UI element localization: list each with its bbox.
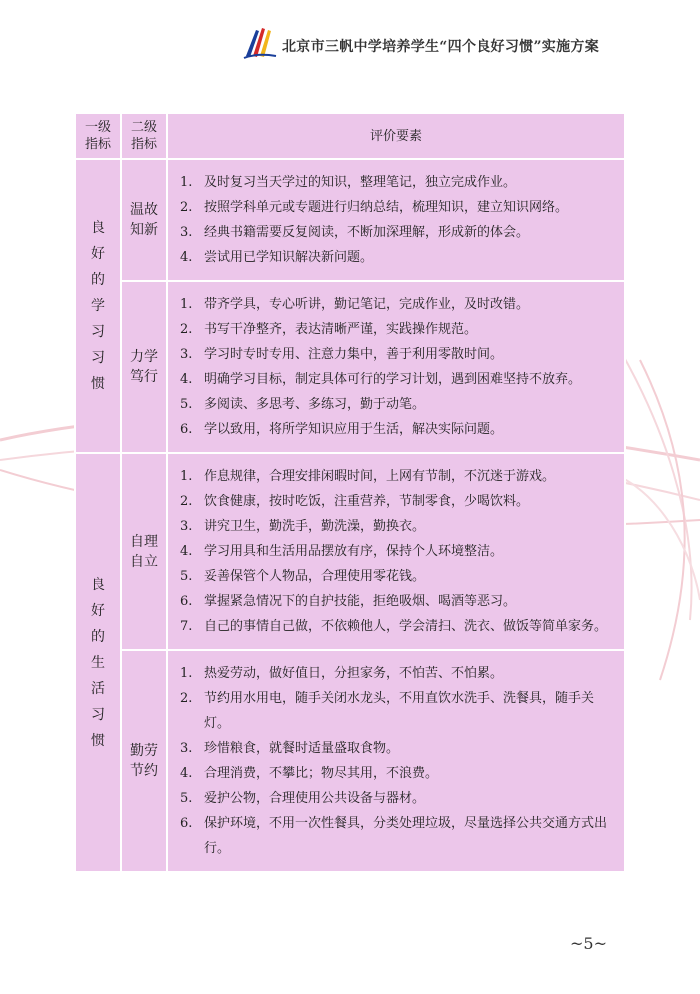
level1-char: 的 [91, 272, 105, 288]
level1-char: 良 [91, 576, 105, 593]
list-item-number: 4. [180, 250, 193, 265]
list-item-text: 尝试用已学知识解决新问题。 [204, 250, 374, 265]
list-item-number: 1. [180, 297, 193, 312]
level1-char: 学 [91, 298, 105, 314]
list-item [174, 195, 614, 220]
list-item-number: 4. [180, 544, 193, 559]
level2-indicator [121, 281, 167, 453]
table-row [75, 159, 625, 281]
list-item [174, 367, 614, 392]
list-item [174, 245, 614, 270]
level1-char: 惯 [91, 376, 105, 392]
school-logo-icon [242, 24, 278, 60]
list-item-text: 学习时专时专用、注意力集中，善于利用零散时间。 [204, 347, 504, 362]
list-item-text: 书写干净整齐，表达清晰严谨，实践操作规范。 [204, 322, 478, 337]
list-item-number: 1. [180, 666, 193, 681]
list-item [174, 686, 614, 736]
list-item-text: 学以致用，将所学知识应用于生活，解决实际问题。 [204, 422, 504, 437]
list-item-number: 6. [180, 816, 193, 831]
column-header-level1: 一级 指标 [75, 113, 121, 159]
level2-indicator [121, 453, 167, 650]
list-item-number: 5. [180, 397, 193, 412]
list-item-text: 带齐学具，专心听讲，勤记笔记，完成作业，及时改错。 [204, 297, 530, 312]
list-item-number: 1. [180, 469, 193, 484]
list-item-number: 2. [180, 691, 193, 706]
list-item [174, 614, 614, 639]
level1-char: 的 [91, 628, 105, 645]
list-item-text: 按照学科单元或专题进行归纳总结，梳理知识，建立知识网络。 [204, 200, 569, 215]
table-header-row [75, 113, 625, 159]
list-item-text: 热爱劳动，做好值日，分担家务，不怕苦、不怕累。 [204, 666, 504, 681]
list-item [174, 736, 614, 761]
list-item-number: 5. [180, 569, 193, 584]
level1-char: 习 [91, 324, 105, 340]
criteria-cell [167, 453, 625, 650]
criteria-list [174, 170, 614, 270]
page-number: ~5~ [570, 934, 607, 953]
level1-char: 习 [91, 350, 105, 366]
list-item [174, 514, 614, 539]
level1-char: 惯 [91, 732, 105, 749]
list-item-text: 节约用水用电，随手关闭水龙头，不用直饮水洗手、洗餐具，随手关灯。 [204, 691, 595, 731]
level2-indicator [121, 650, 167, 872]
list-item [174, 317, 614, 342]
criteria-cell [167, 281, 625, 453]
list-item [174, 170, 614, 195]
criteria-list [174, 292, 614, 442]
list-item [174, 811, 614, 861]
list-item-number: 1. [180, 175, 193, 190]
list-item [174, 292, 614, 317]
list-item-text: 经典书籍需要反复阅读，不断加深理解，形成新的体会。 [204, 225, 530, 240]
level1-char: 好 [91, 602, 105, 619]
page-title: 北京市三帆中学培养学生“四个良好习惯”实施方案 [282, 39, 600, 55]
level1-char: 好 [91, 246, 105, 262]
level2-label-line: 自立 [130, 553, 158, 570]
list-item-number: 2. [180, 200, 193, 215]
list-item [174, 392, 614, 417]
table-row [75, 281, 625, 453]
level1-indicator [75, 453, 121, 872]
list-item [174, 342, 614, 367]
list-item-text: 学习用具和生活用品摆放有序，保持个人环境整洁。 [204, 544, 504, 559]
list-item-number: 5. [180, 791, 193, 806]
list-item [174, 589, 614, 614]
list-item-number: 6. [180, 422, 193, 437]
list-item-text: 保护环境，不用一次性餐具，分类处理垃圾，尽量选择公共交通方式出行。 [204, 816, 608, 856]
level1-char: 良 [91, 220, 105, 236]
criteria-cell [167, 650, 625, 872]
list-item-number: 3. [180, 347, 193, 362]
list-item-text: 珍惜粮食，就餐时适量盛取食物。 [204, 741, 400, 756]
list-item [174, 220, 614, 245]
list-item [174, 489, 614, 514]
criteria-list [174, 464, 614, 639]
list-item-text: 掌握紧急情况下的自护技能，拒绝吸烟、喝酒等恶习。 [204, 594, 517, 609]
list-item-text: 合理消费，不攀比；物尽其用，不浪费。 [204, 766, 439, 781]
list-item-number: 3. [180, 741, 193, 756]
level1-indicator [75, 159, 121, 453]
level2-label-line: 笃行 [130, 369, 158, 385]
column-header-criteria: 评价要素 [167, 113, 625, 159]
list-item [174, 786, 614, 811]
list-item-number: 6. [180, 594, 193, 609]
level1-char: 活 [91, 680, 105, 697]
list-item [174, 761, 614, 786]
list-item-text: 明确学习目标，制定具体可行的学习计划，遇到困难坚持不放弃。 [204, 372, 582, 387]
list-item-text: 自己的事情自己做，不依赖他人，学会清扫、洗衣、做饭等简单家务。 [204, 619, 608, 634]
level2-label-line: 知新 [130, 222, 158, 238]
list-item [174, 661, 614, 686]
list-item-text: 及时复习当天学过的知识，整理笔记，独立完成作业。 [204, 175, 517, 190]
criteria-list [174, 661, 614, 861]
level2-label-line: 节约 [130, 763, 158, 779]
list-item [174, 464, 614, 489]
list-item [174, 564, 614, 589]
level2-label-line: 勤劳 [130, 743, 158, 759]
level2-indicator [121, 159, 167, 281]
list-item-text: 妥善保管个人物品，合理使用零花钱。 [204, 569, 426, 584]
list-item-number: 4. [180, 372, 193, 387]
list-item-text: 多阅读、多思考、多练习，勤于动笔。 [204, 397, 426, 412]
list-item [174, 417, 614, 442]
level2-label-line: 自理 [130, 533, 158, 550]
list-item-number: 3. [180, 225, 193, 240]
table-row [75, 650, 625, 872]
list-item-text: 讲究卫生，勤洗手，勤洗澡，勤换衣。 [204, 519, 426, 534]
level1-char: 生 [91, 654, 105, 671]
level2-label-line: 力学 [130, 349, 158, 365]
table-row [75, 453, 625, 650]
list-item-text: 作息规律，合理安排闲暇时间，上网有节制，不沉迷于游戏。 [204, 469, 556, 484]
list-item-number: 4. [180, 766, 193, 781]
list-item-number: 2. [180, 494, 193, 509]
list-item-number: 7. [180, 619, 193, 634]
list-item-number: 2. [180, 322, 193, 337]
list-item-number: 3. [180, 519, 193, 534]
level1-char: 习 [91, 706, 105, 723]
criteria-table [74, 112, 626, 873]
list-item [174, 539, 614, 564]
list-item-text: 爱护公物，合理使用公共设备与器材。 [204, 791, 426, 806]
criteria-cell [167, 159, 625, 281]
page-header [0, 0, 700, 70]
level2-label-line: 温故 [130, 202, 158, 218]
list-item-text: 饮食健康，按时吃饭，注重营养，节制零食，少喝饮料。 [204, 494, 530, 509]
column-header-level2: 二级 指标 [121, 113, 167, 159]
